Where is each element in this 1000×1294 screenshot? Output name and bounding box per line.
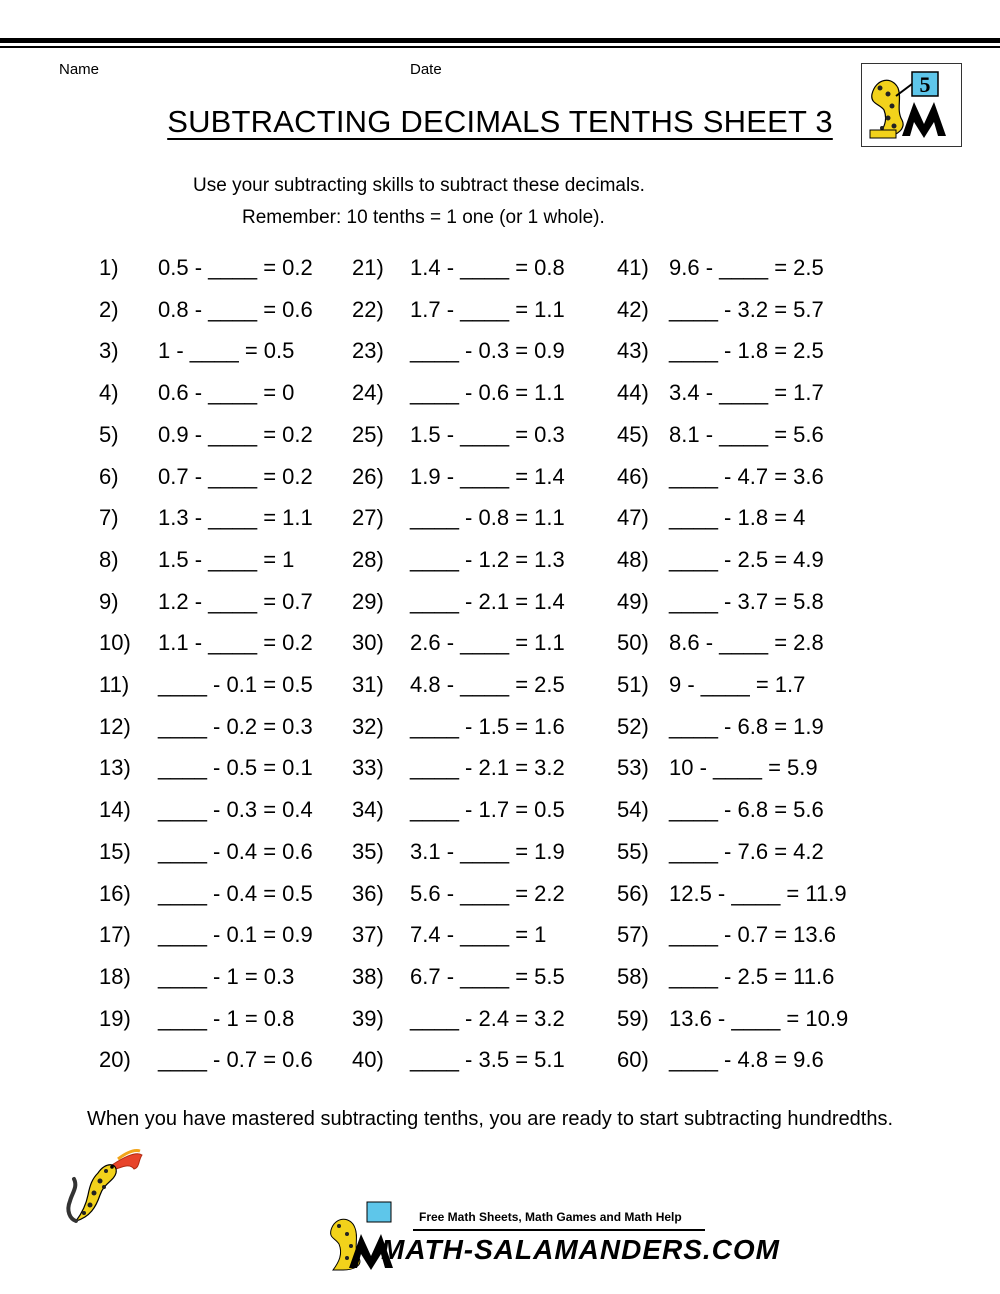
question-number: 21) — [352, 255, 384, 280]
question-number: 9) — [99, 588, 119, 614]
question-number: 10) — [99, 630, 131, 656]
question-expression: ____ - 1 = 0.3 — [158, 963, 295, 989]
question-number: 40) — [352, 1047, 384, 1073]
question-expression: ____ - 2.5 = 4.9 — [669, 546, 824, 572]
question-number: 5) — [99, 421, 119, 447]
question-expression: 10 - ____ = 5.9 — [669, 755, 818, 781]
question-number: 51) — [617, 672, 649, 697]
question-expression: 0.8 - ____ = 0.6 — [158, 296, 313, 322]
question-number: 57) — [617, 922, 649, 948]
question-expression: 1.5 - ____ = 0.3 — [410, 421, 565, 447]
question-expression: ____ - 0.7 = 13.6 — [669, 922, 836, 948]
question-expression: 0.7 - ____ = 0.2 — [158, 463, 313, 489]
question-number: 41) — [617, 255, 649, 280]
question-expression: ____ - 1 = 0.8 — [158, 1005, 295, 1031]
question-expression: ____ - 4.8 = 9.6 — [669, 1047, 824, 1073]
question-expression: ____ - 0.4 = 0.6 — [158, 838, 313, 864]
question-expression: 0.9 - ____ = 0.2 — [158, 421, 313, 447]
question-expression: 1.9 - ____ = 1.4 — [410, 463, 565, 489]
question-number: 49) — [617, 588, 649, 614]
question-number: 27) — [352, 505, 384, 531]
question-expression: 1.3 - ____ = 1.1 — [158, 505, 313, 531]
question-number: 18) — [99, 963, 131, 989]
question-number: 43) — [617, 338, 649, 364]
question-number: 24) — [352, 380, 384, 406]
question-expression: ____ - 1.2 = 1.3 — [410, 546, 565, 572]
question-expression: 1.4 - ____ = 0.8 — [410, 255, 565, 280]
question-expression: 12.5 - ____ = 11.9 — [669, 880, 847, 906]
page-title-text: SUBTRACTING DECIMALS TENTHS SHEET 3 — [167, 104, 833, 139]
question-number: 8) — [99, 546, 119, 572]
question-number: 26) — [352, 463, 384, 489]
question-number: 29) — [352, 588, 384, 614]
question-number: 58) — [617, 963, 649, 989]
question-expression: ____ - 2.1 = 3.2 — [410, 755, 565, 781]
question-number: 1) — [99, 255, 119, 280]
question-number: 36) — [352, 880, 384, 906]
question-expression: ____ - 0.3 = 0.9 — [410, 338, 565, 364]
question-expression: ____ - 0.5 = 0.1 — [158, 755, 313, 781]
question-expression: ____ - 2.4 = 3.2 — [410, 1005, 565, 1031]
question-expression: 1.5 - ____ = 1 — [158, 546, 295, 572]
instruction-line-2: Remember: 10 tenths = 1 one (or 1 whole). — [242, 207, 605, 228]
question-expression: 8.6 - ____ = 2.8 — [669, 630, 824, 656]
question-number: 13) — [99, 755, 131, 781]
grade-badge-graphic — [862, 64, 961, 146]
question-expression: ____ - 3.2 = 5.7 — [669, 296, 824, 322]
logo-box-icon — [367, 1202, 391, 1222]
question-number: 16) — [99, 880, 131, 906]
question-number: 4) — [99, 380, 119, 406]
grade-number: 5 — [919, 72, 931, 97]
question-number: 46) — [617, 463, 649, 489]
question-number: 20) — [99, 1047, 131, 1073]
question-number: 3) — [99, 338, 119, 364]
question-number: 47) — [617, 505, 649, 531]
question-number: 33) — [352, 755, 384, 781]
question-number: 19) — [99, 1005, 131, 1031]
question-expression: 1.1 - ____ = 0.2 — [158, 630, 313, 656]
question-number: 32) — [352, 713, 384, 739]
question-expression: ____ - 6.8 = 5.6 — [669, 797, 824, 823]
question-expression: ____ - 1.8 = 2.5 — [669, 338, 824, 364]
question-expression: ____ - 1.7 = 0.5 — [410, 797, 565, 823]
logo-tagline: Free Math Sheets, Math Games and Math Help — [419, 1210, 682, 1224]
question-expression: ____ - 7.6 = 4.2 — [669, 838, 824, 864]
question-expression: ____ - 4.7 = 3.6 — [669, 463, 824, 489]
question-number: 53) — [617, 755, 649, 781]
question-number: 30) — [352, 630, 384, 656]
page-title — [0, 104, 1000, 140]
question-number: 38) — [352, 963, 384, 989]
question-expression: ____ - 0.1 = 0.5 — [158, 672, 313, 697]
question-number: 17) — [99, 922, 131, 948]
question-number: 42) — [617, 296, 649, 322]
salamander-grade-badge-icon — [861, 63, 962, 147]
question-expression: 6.7 - ____ = 5.5 — [410, 963, 565, 989]
question-expression: 1.2 - ____ = 0.7 — [158, 588, 313, 614]
salamander-graphic — [62, 1143, 146, 1227]
question-number: 50) — [617, 630, 649, 656]
question-number: 45) — [617, 421, 649, 447]
question-number: 56) — [617, 880, 649, 906]
question-expression: ____ - 1.5 = 1.6 — [410, 713, 565, 739]
question-number: 60) — [617, 1047, 649, 1073]
question-expression: ____ - 0.3 = 0.4 — [158, 797, 313, 823]
question-number: 22) — [352, 296, 384, 322]
question-number: 55) — [617, 838, 649, 864]
question-number: 11) — [99, 672, 130, 697]
question-number: 54) — [617, 797, 649, 823]
question-expression: 5.6 - ____ = 2.2 — [410, 880, 565, 906]
question-number: 34) — [352, 797, 384, 823]
question-expression: ____ - 2.1 = 1.4 — [410, 588, 565, 614]
question-expression: ____ - 0.4 = 0.5 — [158, 880, 313, 906]
question-number: 28) — [352, 546, 384, 572]
date-label: Date — [410, 61, 442, 78]
question-number: 59) — [617, 1005, 649, 1031]
question-number: 15) — [99, 838, 131, 864]
question-expression: ____ - 0.6 = 1.1 — [410, 380, 565, 406]
question-expression: 8.1 - ____ = 5.6 — [669, 421, 824, 447]
salamander-tail — [68, 1179, 76, 1221]
letter-m-icon — [902, 102, 946, 138]
question-expression: ____ - 6.8 = 1.9 — [669, 713, 824, 739]
question-number: 2) — [99, 296, 119, 322]
logo-wordmark: MATH-SALAMANDERS.COM — [381, 1234, 780, 1265]
question-expression: 4.8 - ____ = 2.5 — [410, 672, 565, 697]
question-expression: 7.4 - ____ = 1 — [410, 922, 547, 948]
question-expression: 13.6 - ____ = 10.9 — [669, 1005, 849, 1031]
question-number: 52) — [617, 713, 649, 739]
question-expression: ____ - 0.8 = 1.1 — [410, 505, 565, 531]
question-expression: ____ - 1.8 = 4 — [669, 505, 806, 531]
stool-icon — [870, 130, 896, 138]
question-number: 23) — [352, 338, 384, 364]
question-number: 6) — [99, 463, 119, 489]
question-expression: 3.4 - ____ = 1.7 — [669, 380, 824, 406]
math-salamanders-logo-icon — [323, 1200, 780, 1272]
flame-icon — [112, 1154, 142, 1169]
name-label: Name — [59, 61, 100, 78]
question-expression: 1 - ____ = 0.5 — [158, 338, 295, 364]
question-number: 7) — [99, 505, 119, 531]
question-number: 31) — [352, 672, 384, 697]
question-expression: ____ - 0.7 = 0.6 — [158, 1047, 313, 1073]
question-expression: 0.6 - ____ = 0 — [158, 380, 295, 406]
question-expression: 2.6 - ____ = 1.1 — [410, 630, 565, 656]
question-expression: 0.5 - ____ = 0.2 — [158, 255, 313, 280]
question-expression: ____ - 0.2 = 0.3 — [158, 713, 313, 739]
question-number: 37) — [352, 922, 384, 948]
top-rule — [0, 38, 1000, 43]
question-expression: 3.1 - ____ = 1.9 — [410, 838, 565, 864]
question-expression: 9 - ____ = 1.7 — [669, 672, 806, 697]
question-number: 35) — [352, 838, 384, 864]
fire-breathing-salamander-icon — [62, 1143, 146, 1227]
question-expression: 9.6 - ____ = 2.5 — [669, 255, 824, 280]
footer-note: When you have mastered subtracting tenths, you are ready to start subtracting hundredths. — [87, 1108, 894, 1130]
question-expression: ____ - 3.5 = 5.1 — [410, 1047, 565, 1073]
question-number: 39) — [352, 1005, 384, 1031]
question-expression: 1.7 - ____ = 1.1 — [410, 296, 565, 322]
question-number: 12) — [99, 713, 131, 739]
question-number: 14) — [99, 797, 131, 823]
question-expression: ____ - 2.5 = 11.6 — [669, 963, 835, 989]
instruction-line-1: Use your subtracting skills to subtract these decimals. — [193, 175, 645, 196]
salamander-body-icon — [872, 80, 903, 136]
top-rule-thin — [0, 46, 1000, 48]
question-expression: ____ - 0.1 = 0.9 — [158, 922, 313, 948]
question-expression: ____ - 3.7 = 5.8 — [669, 588, 824, 614]
question-number: 44) — [617, 380, 649, 406]
question-number: 48) — [617, 546, 649, 572]
question-number: 25) — [352, 421, 384, 447]
